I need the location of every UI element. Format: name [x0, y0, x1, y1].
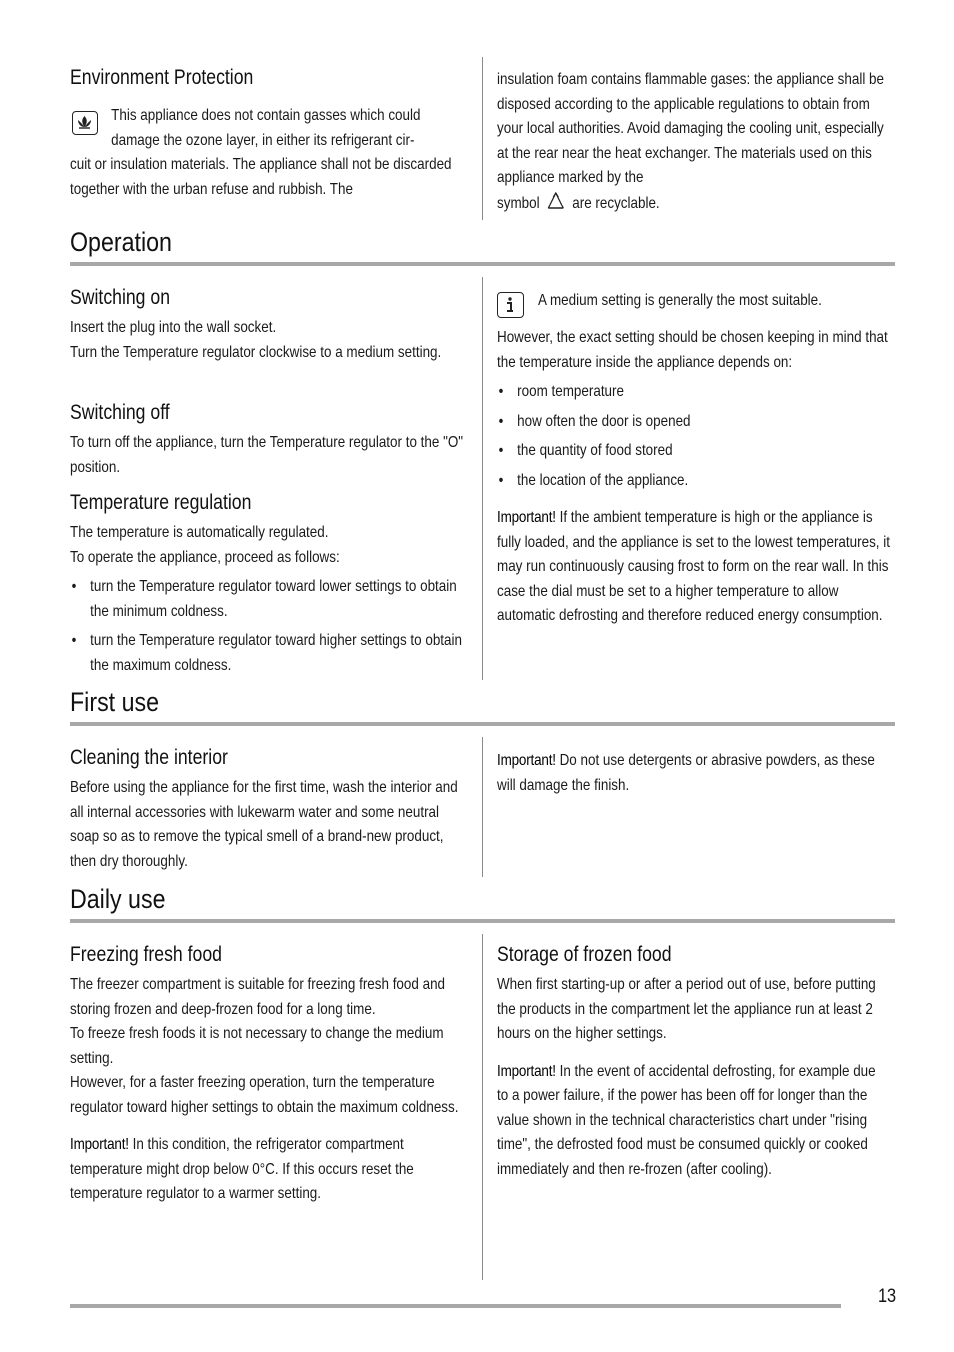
switching-off-heading: Switching off [70, 401, 170, 424]
env-left-text: This appliance does not contain gasses which could damage the ozone layer, in either its refrigerant cir- cuit or insulation materials. The appliance shall not be discarded together with the urban refuse and rubbish. The [70, 107, 452, 198]
first-use-important-note: Important! Do not use detergents or abrasive powders, as these will damage the finish. [497, 752, 875, 794]
important-label: Important! [70, 1136, 129, 1153]
storage-frozen-food-text: When first starting-up or after a period out of use, before putting the products in the compartment let the appliance run at least 2 hours on the higher settings. Important! In the event of accidental defrosting, for example due to a power failure, if the power has been off for longer than the value shown in the technical characteristics chart under "rising time", the defrosted food must be consumed quickly or cooked immediately and then re-frozen (after cooling). [497, 973, 890, 1182]
section-rule [70, 919, 895, 923]
list-item: • room temperature [497, 380, 890, 405]
section-rule [70, 262, 895, 266]
switching-on-text: Insert the plug into the wall socket. Turn the Temperature regulator clockwise to a medium setting. [70, 319, 442, 361]
freezing-fresh-food-text: The freezer compartment is suitable for freezing fresh food and storing frozen and deep-frozen food for a long time. To freeze fresh foods it is not necessary to change the medium setting. However, for a faster freezing operation, turn the temperature regulator toward higher settings to obtain the maximum coldness. Important! In this condition, the refrigerator compartment temperature might drop below 0°C. If this occurs reset the temperature regulator to a warmer setting. [70, 973, 463, 1207]
column-divider [482, 737, 483, 877]
important-label: Important! [497, 1062, 556, 1080]
list-item: • turn the Temperature regulator toward higher settings to obtain the maximum coldness. [70, 629, 463, 678]
freezing-fresh-food-heading: Freezing fresh food [70, 943, 222, 966]
section-title-first-use: First use [70, 687, 160, 717]
temperature-regulation-heading: Temperature regulation [70, 491, 252, 514]
cleaning-interior-heading: Cleaning the interior [70, 746, 228, 769]
section-rule [70, 722, 895, 726]
footer-rule [70, 1304, 841, 1308]
section-title-daily-use: Daily use [70, 884, 166, 914]
env-right-text: insulation foam contains flammable gases: the appliance shall be disposed according to the applicable regulations to obtain from your local authorities. Avoid damaging the cooling unit, especially at the rear near the heat exchanger. The materials used on this appliance marked by the symbol are recyclable. [497, 68, 890, 219]
important-note: Important! In this condition, the refrigerator compartment temperature might drop below 0°C. If this occurs reset the temperature regulator to a warmer setting. [70, 1136, 414, 1202]
recycle-icon [545, 191, 567, 220]
list-item: • the location of the appliance. [497, 469, 890, 494]
however-text: However, the exact setting should be chosen keeping in mind that the temperature inside the appliance depends on: • room temperature • how often the door is opened • the quantity of food stored • the location of the appliance. Important! If the ambient temperature is high or the appliance is fully loaded, and the appliance is set to the lowest temperatures, it may run continuously causing frost to form on the rear wall. In this case the dial must be set to a higher temperature to allow automatic defrosting and therefore reduced energy consumption. [497, 326, 890, 629]
list-item: • turn the Temperature regulator toward lower settings to obtain the minimum coldness. [70, 575, 463, 624]
column-divider [482, 934, 483, 1280]
important-note: Important! In the event of accidental defrosting, for example due to a power failure, if the power has been off for longer than the value shown in the technical characteristics chart under "rising time", the defrosted food must be consumed quickly or cooked immediately and then re-frozen (after cooling). [497, 1062, 876, 1178]
important-label: Important! [497, 752, 556, 769]
temperature-regulation-text: The temperature is automatically regulated. To operate the appliance, proceed as follows: • turn the Temperature regulator toward lower settings to obtain the minimum coldness. • turn the Temperature regulator toward higher settings to obtain the maximum coldness. [70, 521, 463, 678]
list-item: • the quantity of food stored [497, 439, 890, 464]
list-item: • how often the door is opened [497, 410, 890, 435]
cleaning-interior-text: Before using the appliance for the first time, wash the interior and all internal accessories with lukewarm water and some neutral soap so as to remove the typical smell of a brand-new product, then dry thoroughly. [70, 779, 458, 870]
important-note: Important! If the ambient temperature is high or the appliance is fully loaded, and the appliance is set to the lowest temperatures, it may run continuously causing frost to form on the rear wall. In this case the dial must be set to a higher temperature to allow automatic defrosting and therefore reduced energy consumption. [497, 509, 890, 624]
column-divider [482, 277, 483, 680]
info-icon [497, 292, 524, 318]
important-label: Important! [497, 509, 556, 526]
section-title-operation: Operation [70, 227, 172, 257]
column-divider [482, 57, 483, 220]
info-note: A medium setting is generally the most suitable. [538, 292, 822, 309]
switching-off-text: To turn off the appliance, turn the Temperature regulator to the "O" position. [70, 434, 464, 476]
switching-on-heading: Switching on [70, 286, 171, 309]
environment-protection-heading: Environment Protection [70, 66, 254, 89]
storage-frozen-food-heading: Storage of frozen food [497, 943, 672, 966]
page-number: 13 [877, 1286, 896, 1307]
